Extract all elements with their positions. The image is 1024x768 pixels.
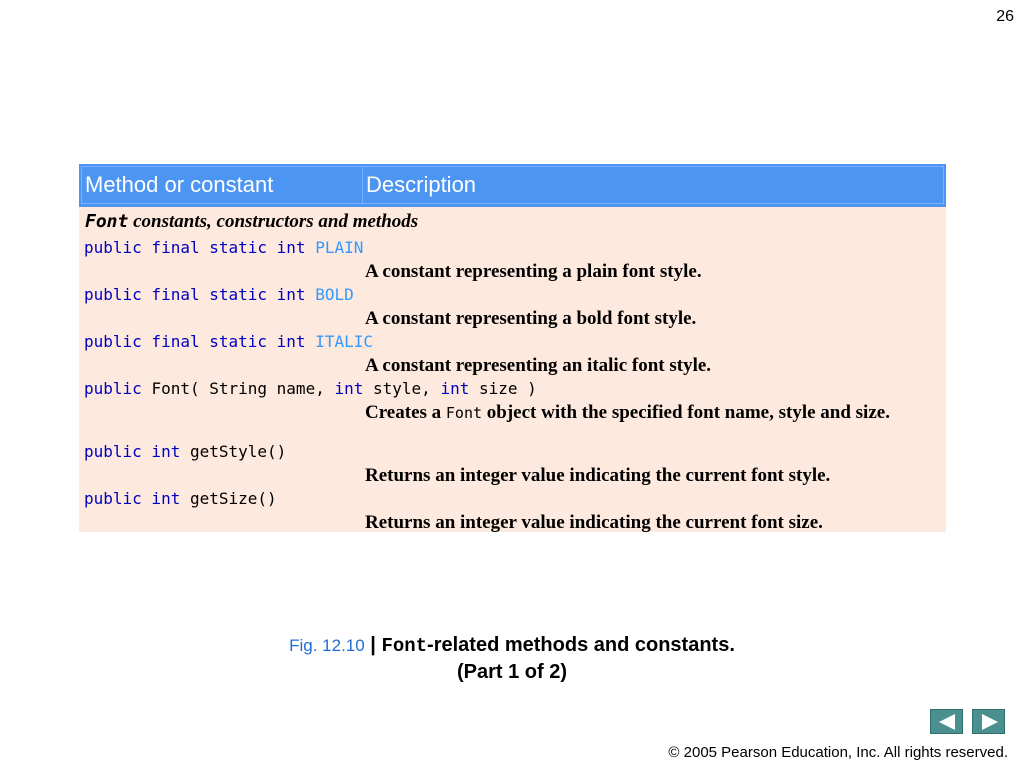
description-plain: A constant representing a plain font style.: [365, 261, 702, 282]
header-method-or-constant: Method or constant: [85, 172, 274, 197]
signature-part: BOLD: [315, 285, 354, 304]
section-title-code: Font: [85, 211, 129, 232]
left-arrow-icon: [931, 710, 964, 735]
methods-table: [79, 164, 946, 532]
signature-part: getSize(): [189, 489, 277, 508]
previous-slide-button[interactable]: [930, 709, 963, 734]
signature-bold: [84, 285, 354, 305]
signature-part: PLAIN: [315, 238, 364, 257]
figure-text: -related methods and constants.: [427, 634, 735, 656]
signature-getstyle: [84, 442, 286, 462]
table-header-divider: [362, 167, 363, 203]
section-title: [85, 211, 418, 233]
table-header: [79, 164, 946, 207]
signature-part: public int: [84, 489, 190, 508]
figure-caption-line2: (Part 1 of 2): [456, 661, 568, 683]
signature-part: style,: [373, 379, 441, 398]
next-slide-button[interactable]: [972, 709, 1005, 734]
header-description: Description: [366, 172, 477, 197]
signature-part: int: [334, 379, 373, 398]
signature-part: public: [84, 379, 152, 398]
signature-part: ITALIC: [315, 332, 373, 351]
signature-part: getStyle(): [189, 442, 287, 461]
signature-part: public final static int: [84, 332, 316, 351]
signature-part: public final static int: [84, 285, 316, 304]
signature-part: public int: [84, 442, 190, 461]
description-getstyle: Returns an integer value indicating the current font style.: [365, 465, 831, 486]
description-italic: A constant representing an italic font style.: [365, 355, 712, 376]
signature-italic: [84, 332, 373, 352]
signature-part: int: [440, 379, 479, 398]
figure-label: Fig. 12.10: [289, 636, 365, 655]
signature-plain: [84, 238, 363, 258]
description-font-constructor: [365, 404, 935, 422]
description-font-constructor-code: Font: [445, 404, 483, 422]
signature-getsize: [84, 489, 277, 509]
signature-font-constructor: [84, 379, 537, 399]
figure-code: Font: [381, 635, 428, 657]
right-arrow-icon: [973, 710, 1006, 735]
description-font-constructor-post: object with the specified font name, style and size.: [482, 402, 890, 423]
section-title-text: constants, constructors and methods: [128, 211, 419, 232]
figure-caption: [0, 634, 1024, 657]
signature-part: size ): [478, 379, 537, 398]
copyright-notice: © 2005 Pearson Education, Inc. All rights reserved.: [668, 744, 1008, 761]
description-bold: A constant representing a bold font style.: [365, 308, 697, 329]
page-number: 26: [996, 8, 1014, 25]
signature-part: Font( String name,: [151, 379, 335, 398]
signature-part: public final static int: [84, 238, 316, 257]
figure-separator: |: [364, 634, 382, 656]
description-getsize: Returns an integer value indicating the current font size.: [365, 512, 823, 533]
description-font-constructor-pre: Creates a: [365, 402, 446, 423]
